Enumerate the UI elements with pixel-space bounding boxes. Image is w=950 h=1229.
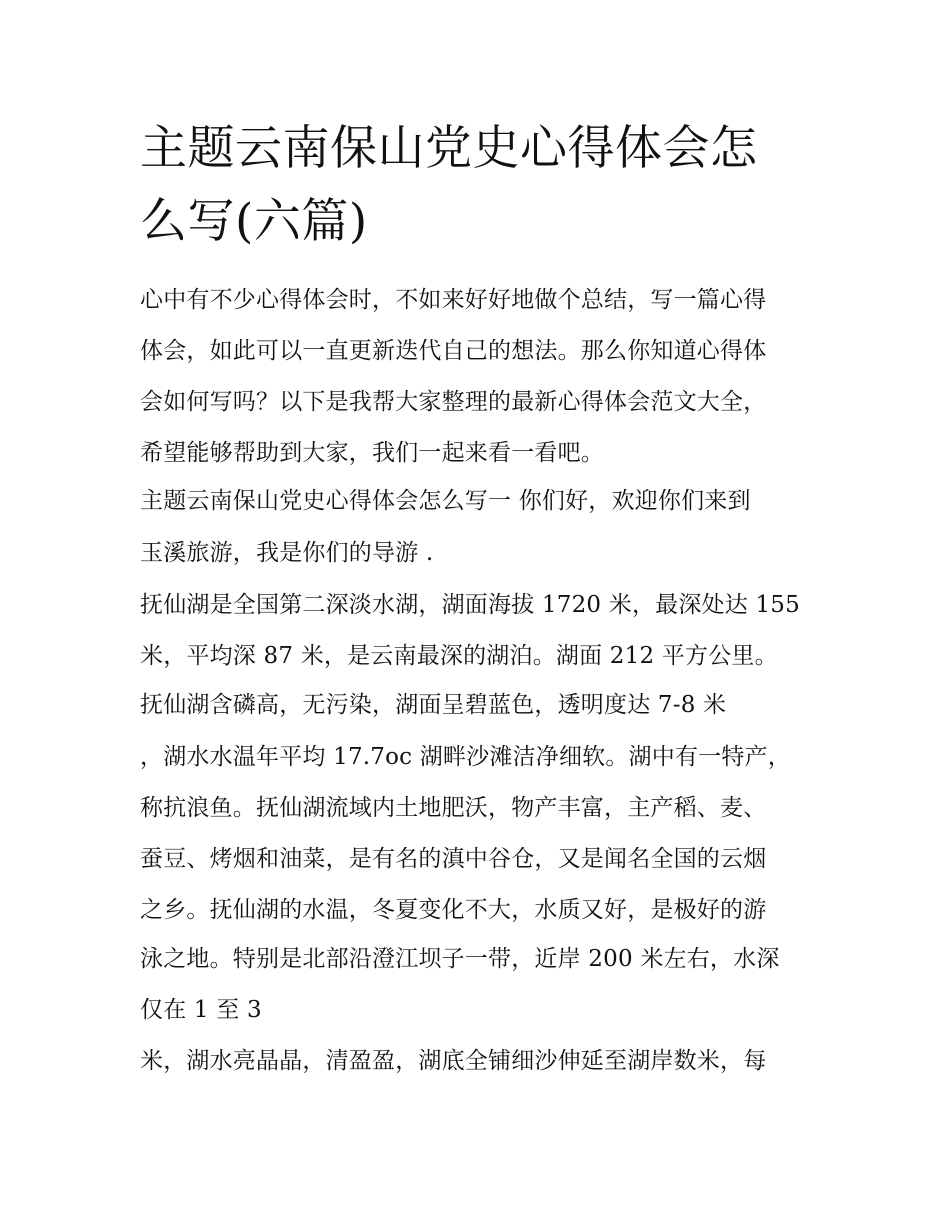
document-title <box>140 112 820 258</box>
title-line-1: 主题云南保山党史心得体会怎 <box>140 121 758 176</box>
body-line: 抚仙湖含磷高，无污染，湖面呈碧蓝色，透明度达 7-8 米 <box>140 692 727 718</box>
body-line: 仅在 1 至 3 <box>140 997 262 1023</box>
body-line: ，湖水水温年平均 17.7oc 湖畔沙滩洁净细软。湖中有一特产， <box>140 744 791 770</box>
body-line: 蚕豆、烤烟和油菜，是有名的滇中谷仓，又是闻名全国的云烟 <box>140 846 767 872</box>
body-line: 之乡。抚仙湖的水温，冬夏变化不大，水质又好，是极好的游 <box>140 897 767 923</box>
body-line: 体会，如此可以一直更新迭代自己的想法。那么你知道心得体 <box>140 338 767 364</box>
body-line: 米，湖水亮晶晶，清盈盈，湖底全铺细沙伸延至湖岸数米，每 <box>140 1048 767 1074</box>
body-line: 玉溪旅游，我是你们的导游 . <box>140 540 434 566</box>
body-line: 心中有不少心得体会时，不如来好好地做个总结，写一篇心得 <box>140 287 767 313</box>
title-line-2: 么写(六篇) <box>140 194 368 249</box>
body-line: 称抗浪鱼。抚仙湖流域内土地肥沃，物产丰富，主产稻、麦、 <box>140 795 767 821</box>
body-line: 米，平均深 87 米，是云南最深的湖泊。湖面 212 平方公里。 <box>140 643 778 669</box>
body-line: 抚仙湖是全国第二深淡水湖，湖面海拔 1720 米，最深处达 155 <box>140 592 800 618</box>
body-line: 泳之地。特别是北部沿澄江坝子一带，近岸 200 米左右，水深 <box>140 946 780 972</box>
body-line: 主题云南保山党史心得体会怎么写一 你们好，欢迎你们来到 <box>140 488 751 514</box>
body-line: 会如何写吗？以下是我帮大家整理的最新心得体会范文大全， <box>140 389 767 415</box>
body-line: 希望能够帮助到大家，我们一起来看一看吧。 <box>140 440 604 466</box>
